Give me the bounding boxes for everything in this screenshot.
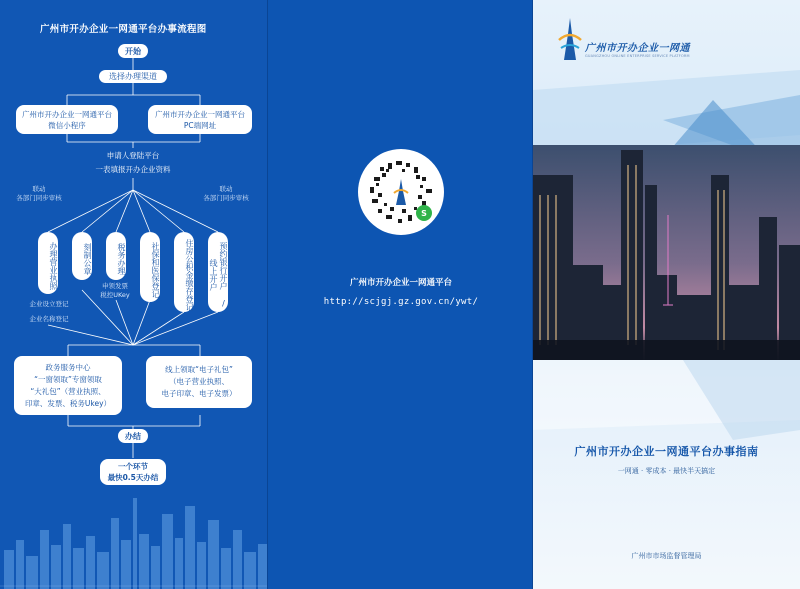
offline-line-4: 印章、发票、税务Ukey） (24, 398, 112, 408)
channel-miniprogram-box (16, 105, 118, 134)
right-note-line-2: 各部门同步审核 (203, 194, 249, 202)
channel-pc-line-1: 广州市开办企业一网通平台 (155, 109, 245, 119)
city-skyline-illustration (0, 490, 267, 589)
apply-line-2: 一表填报开办企业资料 (95, 165, 171, 174)
canton-tower-logo-icon (557, 18, 583, 60)
cover-footer-issuer: 广州市市场监督管理局 (631, 552, 702, 560)
left-note-line-1: 联动 (32, 185, 46, 193)
right-sync-note (196, 185, 256, 203)
left-note-line-2: 各部门同步审核 (16, 194, 62, 202)
platform-url[interactable]: http://scjgj.gz.gov.cn/ywt/ (323, 297, 479, 307)
online-pickup-box (146, 356, 252, 408)
brand-name: 广州市开办企业一网通 (585, 43, 690, 54)
license-note-1: 企业设立登记 (29, 300, 69, 308)
right-note-line-1: 联动 (219, 185, 233, 193)
offline-line-3: “大礼包”（营业执照、 (30, 386, 106, 396)
apply-line-1: 申请人登陆平台 (106, 151, 160, 160)
tax-note (92, 282, 138, 300)
tax-note-line-2: 税控UKey (100, 291, 130, 299)
step-housing-fund: 住房公积金缴存登记 (174, 232, 194, 312)
offline-line-1: 政务服务中心 (45, 362, 91, 372)
online-line-1: 线上领取“电子礼包” (165, 365, 233, 374)
left-sync-note (14, 185, 64, 203)
platform-name: 广州市开办企业一网通平台 (349, 278, 452, 288)
step-social-security: 社保和医保登记 (140, 232, 160, 302)
brand-subtitle: GUANGZHOU ONLINE ENTERPRISE SERVICE PLATFORM (585, 54, 690, 58)
middle-panel (267, 0, 533, 589)
city-skyline-night-photo (533, 145, 800, 360)
step-bank-account: 预约银行开户 / 线上开户 (208, 232, 228, 312)
result-box (100, 459, 166, 485)
offline-pickup-box (14, 356, 122, 415)
cover-panel (533, 0, 800, 589)
tower-logo-icon (392, 179, 410, 205)
channel-miniprogram-line-1: 广州市开办企业一网通平台 (22, 109, 112, 119)
offline-line-2: “一窗领取”专窗领取 (34, 374, 102, 384)
channel-pc-line-2: PC端网址 (183, 120, 217, 130)
step-tax: 税务办理 (106, 232, 126, 280)
channel-pc-box (148, 105, 252, 134)
choose-channel-node: 选择办理渠道 (99, 70, 167, 83)
flowchart-title: 广州市开办企业一网通平台办事流程图 (40, 24, 207, 35)
result-line-2: 最快0.5天办结 (107, 473, 159, 482)
flowchart-panel (0, 0, 267, 589)
step-official-seal: 刻制公章 (72, 232, 92, 280)
apply-node (78, 149, 188, 177)
online-line-2: （电子营业执照、 (169, 377, 229, 386)
result-line-1: 一个环节 (118, 462, 148, 471)
license-notes (20, 297, 78, 327)
finish-node: 办结 (118, 429, 148, 443)
tax-note-line-1: 申领发票 (102, 282, 128, 290)
qr-code[interactable] (358, 149, 444, 235)
step-business-license: 办理营业执照 (38, 232, 58, 294)
license-note-2: 企业名称登记 (29, 315, 69, 323)
cover-subtitle: 一网通 · 零成本 · 最快半天搞定 (617, 467, 716, 475)
online-line-3: 电子印章、电子发票） (161, 389, 237, 398)
start-node: 开始 (118, 44, 148, 58)
channel-miniprogram-line-2: 微信小程序 (48, 120, 86, 130)
cover-title: 广州市开办企业一网通平台办事指南 (574, 445, 759, 458)
mini-program-badge-icon: S (416, 205, 432, 221)
